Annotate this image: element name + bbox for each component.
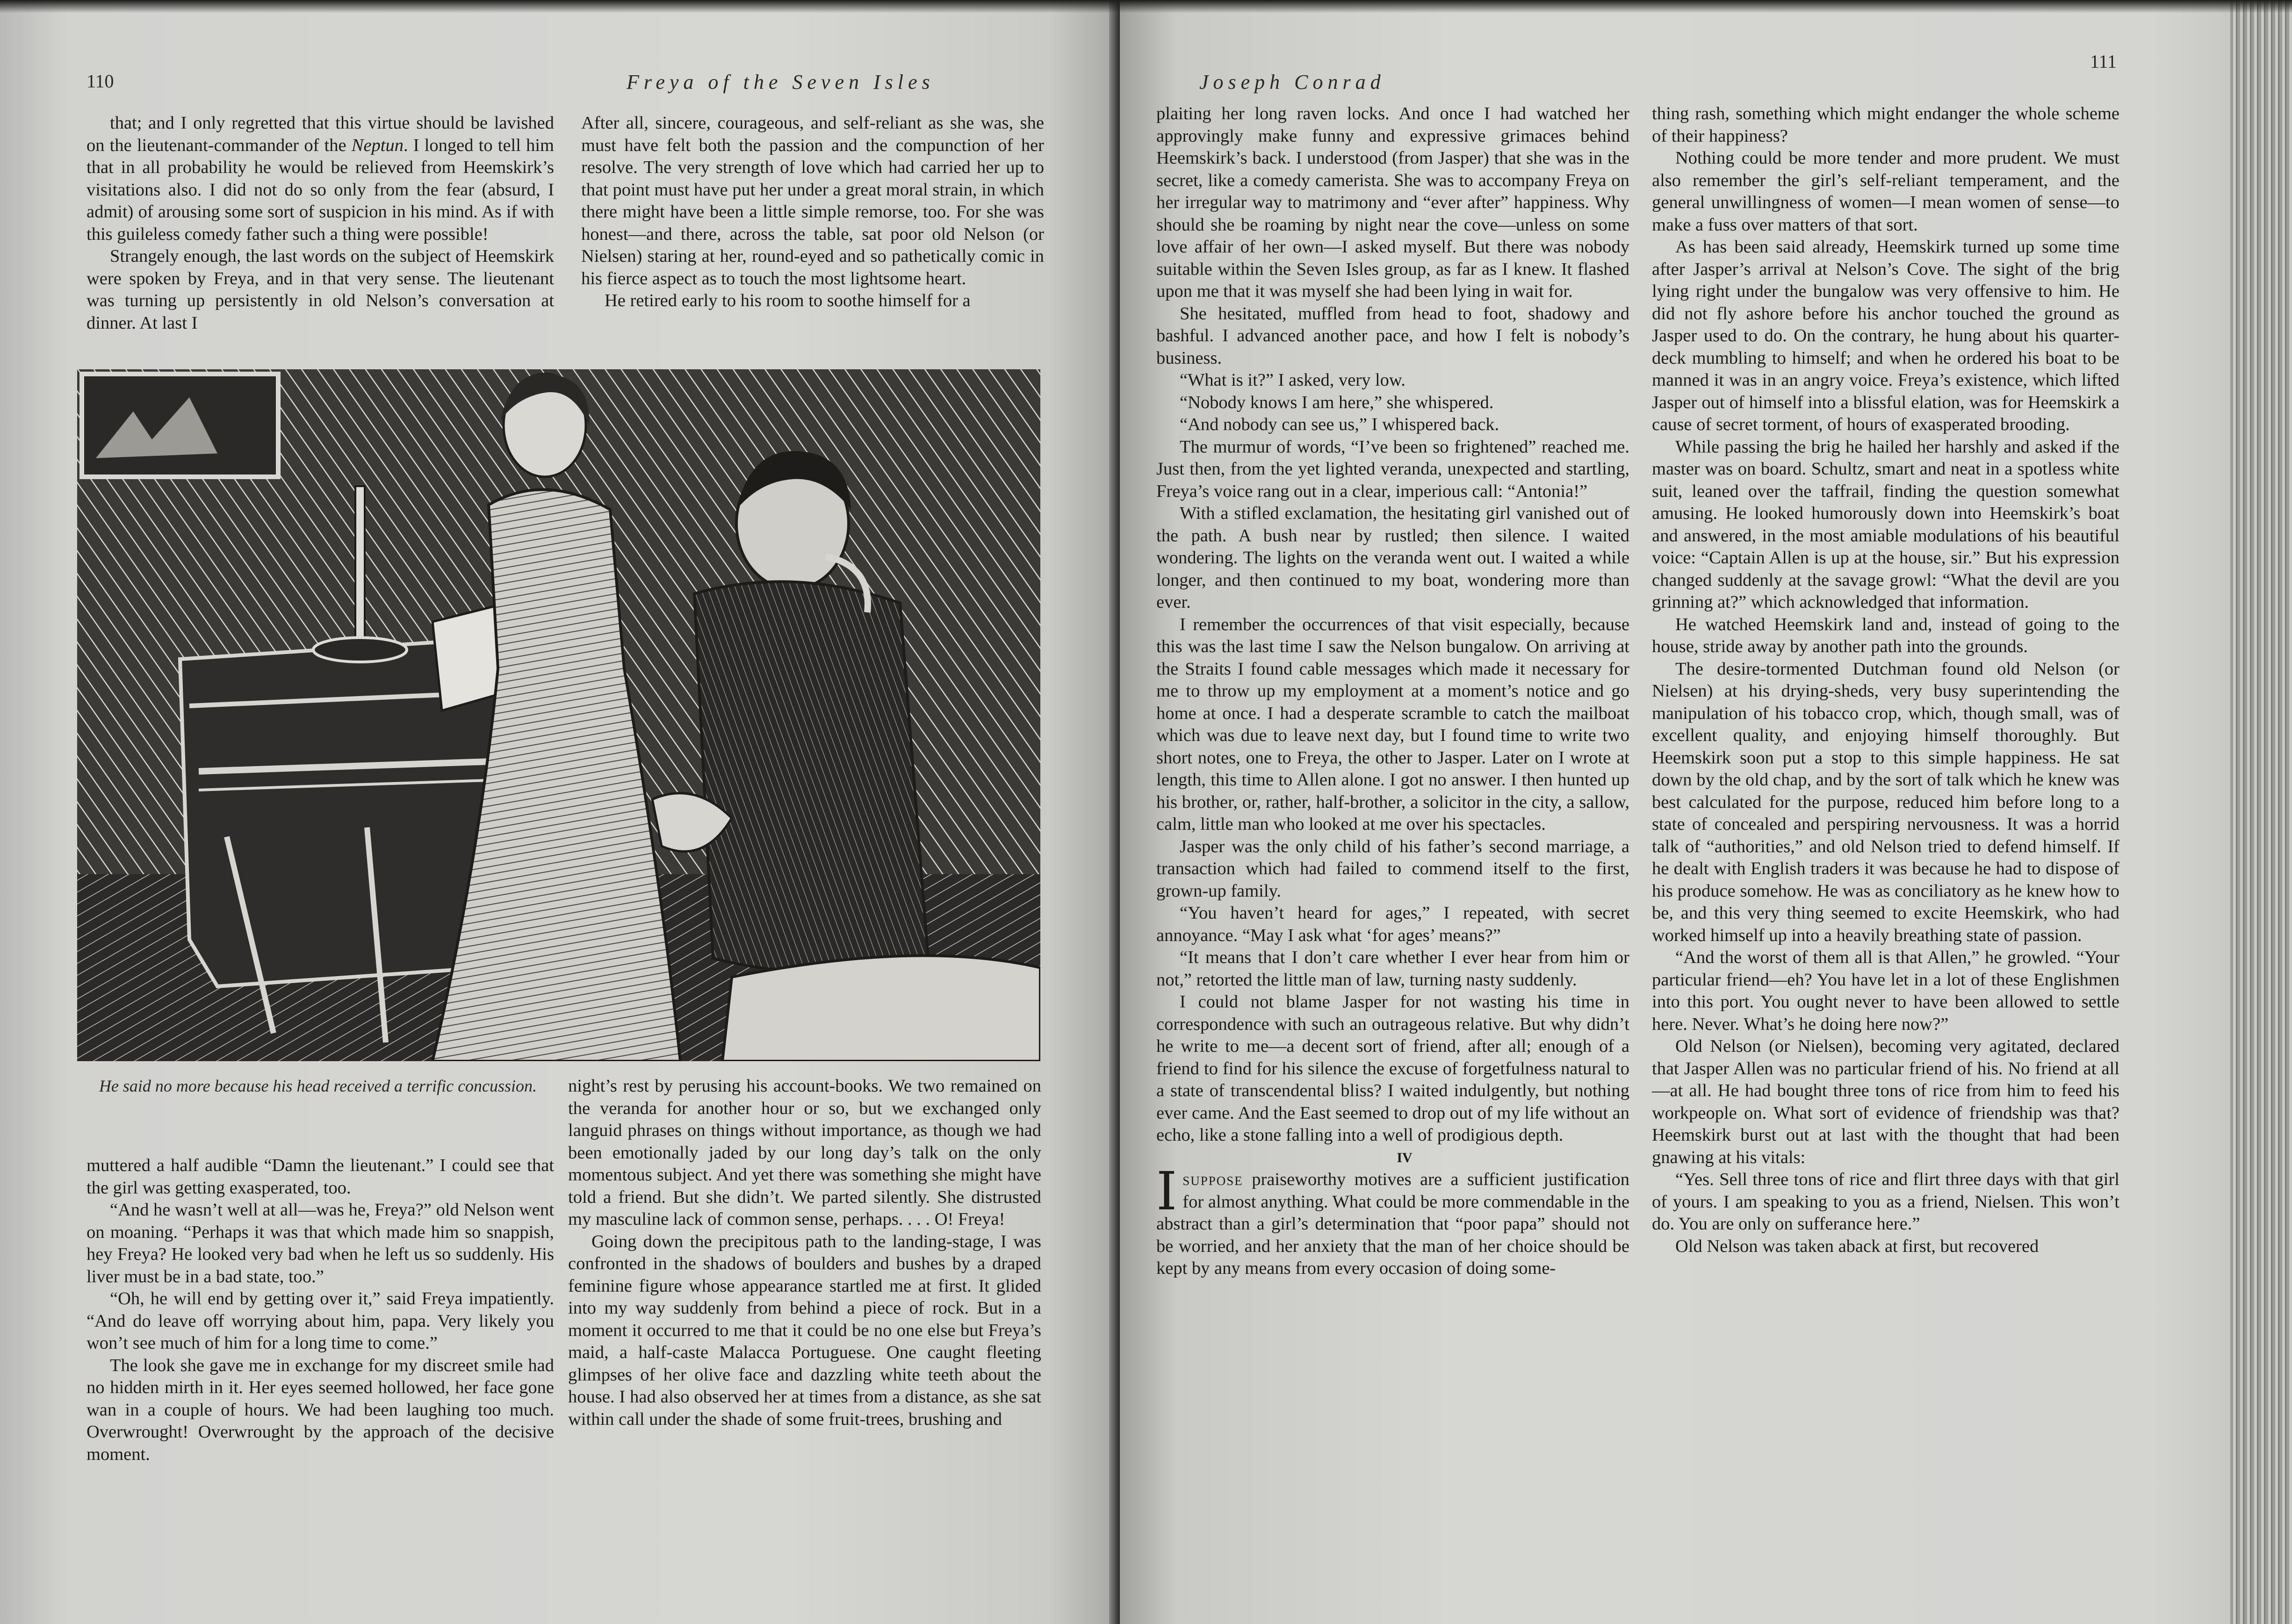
running-title-left: Freya of the Seven Isles xyxy=(627,71,935,93)
right-column-2 xyxy=(1652,103,2119,1258)
paragraph: “Nobody knows I am here,” she whispered. xyxy=(1180,392,1494,412)
paragraph: As has been said already, Heemskirk turned up some time after Jasper’s arrival at Nelson’s Cove. The sight of the brig lying right under the bungalow was very offensive to him. He did not fly ashore before his anchor touched the ground as Jasper used to do. On the contrary, he hung about his quarter-deck mumbling to himself; and when he ordered his boat to be manned it was in an angry voice. Freya’s existence, which lifted Jasper out of himself into a blissful elation, was for Heemskirk a cause of secret torment, of hours of exasperated brooding. xyxy=(1652,237,2119,434)
paragraph: While passing the brig he hailed her harshly and asked if the master was on board. Schultz, smart and neat in a spotless white suit, leaned over the taffrail, finding the question somewhat amusing. He looked humorously down into Heemskirk’s boat and answered, in the most amiable modulations of his beautiful voice: “Captain Allen is up at the house, sir.” But his expression changed suddenly at the savage growl: “What the devil are you grinning at?” which acknowledged that information. xyxy=(1652,437,2119,612)
left-column-3 xyxy=(86,1155,554,1466)
paragraph: “And the worst of them all is that Allen,” he growled. “Your particular friend—eh? You have let in a lot of these Englishmen into this port. You ought never to have been allowed to settle here. Never. What’s he doing here now?” xyxy=(1652,948,2119,1034)
paragraph: Old Nelson was taken aback at first, but recovered xyxy=(1675,1236,2039,1256)
illustration-caption: He said no more because his head received a terrific concussion. xyxy=(99,1077,537,1095)
section-numeral: IV xyxy=(1397,1150,1413,1165)
dropcap-letter: I xyxy=(1156,1161,1177,1222)
paragraph: I remember the occurrences of that visit especially, because this was the last time I saw the Nelson bungalow. On arriving at the Straits I found cable messages which made it necessary for me to throw up my employment at a moment’s notice and go home at once. I had a desperate scramble to catch the mailboat which was due to leave next day, but I found time to write two short notes, one to Freya, the other to Jasper. Later on I wrote at length, this time to Allen alone. I got no answer. I then hunted up his brother, or, rather, half-brother, a solicitor in the city, a sallow, calm, little man who looked at me over his spectacles. xyxy=(1156,614,1629,834)
right-page xyxy=(1120,0,2242,1624)
paragraph: Strangely enough, the last words on the subject of Heemskirk were spoken by Freya, and in that very sense. The lieutenant was turning up persistently in old Nelson’s conversation at dinner. At last I xyxy=(86,246,554,333)
paragraph: “Yes. Sell three tons of rice and flirt three days with that girl of yours. I am speaking to you as a friend, Nielsen. This won’t do. You are only on sufferance here.” xyxy=(1652,1170,2119,1234)
page-number-left: 110 xyxy=(86,71,114,92)
paragraph: The murmur of words, “I’ve been so frightened” reached me. Just then, from the yet lighted veranda, unexpected and startling, Freya’s voice rang out in a clear, imperious call: “Antonia!” xyxy=(1156,437,1629,501)
paragraph: He retired early to his room to soothe himself for a xyxy=(605,291,971,310)
running-title-right: Joseph Conrad xyxy=(1199,71,1385,93)
paragraph: “You haven’t heard for ages,” I repeated, with secret annoyance. “May I ask what ‘for ages’ means?” xyxy=(1156,903,1629,945)
paragraph: thing rash, something which might endanger the whole scheme of their happiness? xyxy=(1652,104,2119,146)
paragraph: “And he wasn’t well at all—was he, Freya?” old Nelson went on moaning. “Perhaps it was that which made him so snappish, hey Freya? He looked very bad when he left us so suddenly. His liver must be in a bad state, too.” xyxy=(86,1200,554,1286)
left-column-1 xyxy=(86,112,554,334)
page-number-right: 111 xyxy=(2090,51,2117,72)
paragraph: Jasper was the only child of his father’s second marriage, a transaction which had failed to commend itself to the first, grown-up family. xyxy=(1156,836,1629,901)
left-column-2 xyxy=(581,112,1044,312)
dropcap-paragraph: Isuppose praiseworthy motives are a sufficient justification for almost anything. What could be more commendable in the abstract than a girl’s determination that “poor papa” should not be worried, and her anxiety that the man of her choice should be kept by any means from every occasion of doing some- xyxy=(1156,1161,1629,1278)
paragraph: Nothing could be more tender and more prudent. We must also remember the girl’s self-reliant temperament, and the general unwillingness of women—I mean women of sense—to make a fuss over matters of that sort. xyxy=(1652,148,2119,235)
paragraph: “What is it?” I asked, very low. xyxy=(1180,370,1405,390)
paragraph: night’s rest by perusing his account-books. We two remained on the veranda for another hour or so, but we exchanged only languid phrases on things without importance, as though we had been emotionally jaded by our long day’s talk on the only momentous subject. And yet there was something she might have told a friend. But she didn’t. We parted silently. She distrusted my masculine lack of common sense, perhaps. . . . O! Freya! xyxy=(568,1076,1041,1229)
paragraph: He watched Heemskirk land and, instead of going to the house, stride away by another path into the grounds. xyxy=(1652,614,2119,656)
paragraph: I could not blame Jasper for not wasting his time in correspondence with such an outrageous relative. But why didn’t he write to me—a decent sort of friend, after all; enough of a friend to find for his silence the excuse of forgetfulness natural to a state of transcendental bliss? I waited indulgently, but nothing ever came. And the East seemed to drop out of my life without an echo, like a stone falling into a well of prodigious depth. xyxy=(1156,992,1629,1145)
paragraph: After all, sincere, courageous, and self-reliant as she was, she must have felt both the passion and the compunction of her resolve. The very strength of love which had carried her up to that point must have put her under a great moral strain, in which there might have been a little simple remorse, too. For she was honest—and there, across the table, sat poor old Nelson (or Nielsen) staring at her, round-eyed and so pathetically comic in his fierce aspect as to touch the most lightsome heart. xyxy=(581,113,1044,288)
paragraph: Old Nelson (or Nielsen), becoming very agitated, declared that Jasper Allen was no particular friend of his. No friend at all—at all. He had bought three tons of rice from him to feed his workpeople on. What sort of evidence of friendship was that? Heemskirk burst out at last with the thought that had been gnawing at his vitals: xyxy=(1652,1036,2119,1167)
illustration-freya-and-nelson xyxy=(77,369,1040,1061)
page-edges xyxy=(2230,0,2292,1624)
paragraph: “And nobody can see us,” I whispered back. xyxy=(1180,415,1499,434)
paragraph: Going down the precipitous path to the landing-stage, I was confronted in the shadows of boulders and bushes by a draped feminine figure whose appearance startled me at first. It glided into my way suddenly from behind a piece of rock. But in a moment it occurred to me that it could be no one else but Freya’s maid, a half-caste Malacca Portuguese. One caught fleeting glimpses of her olive face and dazzling white teeth about the house. I had also observed her at times from a distance, as she sat within call under the shade of some fruit-trees, brushing and xyxy=(568,1231,1041,1429)
left-page xyxy=(0,0,1115,1624)
paragraph: With a stifled exclamation, the hesitating girl vanished out of the path. A bush near by rustled; then silence. I waited wondering. The lights on the veranda went out. I waited a while longer, and then continued to my boat, wondering more than ever. xyxy=(1156,503,1629,612)
paragraph: She hesitated, muffled from head to foot, shadowy and bashful. I advanced another pace, and how I felt is nobody’s business. xyxy=(1156,303,1629,368)
paragraph: The look she gave me in exchange for my discreet smile had no hidden mirth in it. Her eyes seemed hollowed, her face gone wan in a couple of hours. We had been laughing too much. Overwrought! Overwrought by the approach of the decisive moment. xyxy=(86,1355,554,1464)
paragraph: muttered a half audible “Damn the lieutenant.” I could see that the girl was getting exasperated, too. xyxy=(86,1156,554,1198)
paragraph: plaiting her long raven locks. And once I had watched her approvingly make funny and expressive grimaces behind Heemskirk’s back. I understood (from Jasper) that she was in the secret, like a comedy camerista. She was to accompany Freya on her irregular way to matrimony and “ever after” happiness. Why should she be roaming by night near the cove—unless on some love affair of her own—I asked myself. But there was nobody suitable within the Seven Isles group, as far as I knew. It flashed upon me that it was myself she had been lying in wait for. xyxy=(1156,104,1629,301)
paragraph: “Oh, he will end by getting over it,” said Freya impatiently. “And do leave off worrying about him, papa. Very likely you won’t see much of him for a long time to come.” xyxy=(86,1289,554,1353)
top-shadow xyxy=(0,0,2292,13)
paragraph: “It means that I don’t care whether I ever hear from him or not,” retorted the little man of law, turning nasty suddenly. xyxy=(1156,948,1629,990)
right-column-1 xyxy=(1156,103,1629,1280)
paragraph: The desire-tormented Dutchman found old Nelson (or Nielsen) at his drying-sheds, very busy superintending the manipulation of his tobacco crop, which, though small, was of excellent quality, and enjoying himself thoroughly. But Heemskirk soon put a stop to this simple happiness. He sat down by the old chap, and by the sort of talk which he knew was best calculated for the purpose, reduced him before long to a state of concealed and perspiring nervousness. It was a horrid talk of “authorities,” and old Nelson tried to defend himself. If he dealt with English traders it was because he had to dispose of his produce somehow. He was as conciliatory as he knew how to be, and this very thing seemed to excite Heemskirk, who had worked himself up into a heavily breathing state of passion. xyxy=(1652,659,2119,945)
left-column-4 xyxy=(568,1075,1041,1430)
paragraph: that; and I only regretted that this virtue should be lavished on the lieutenant-commander of the Neptun. I longed to tell him that in all probability he would be relieved from Heemskirk’s visitations also. I did not do so only from the fear (absurd, I admit) of arousing some sort of suspicion in his mind. As if with this guileless comedy father such a thing were possible! xyxy=(86,113,554,244)
